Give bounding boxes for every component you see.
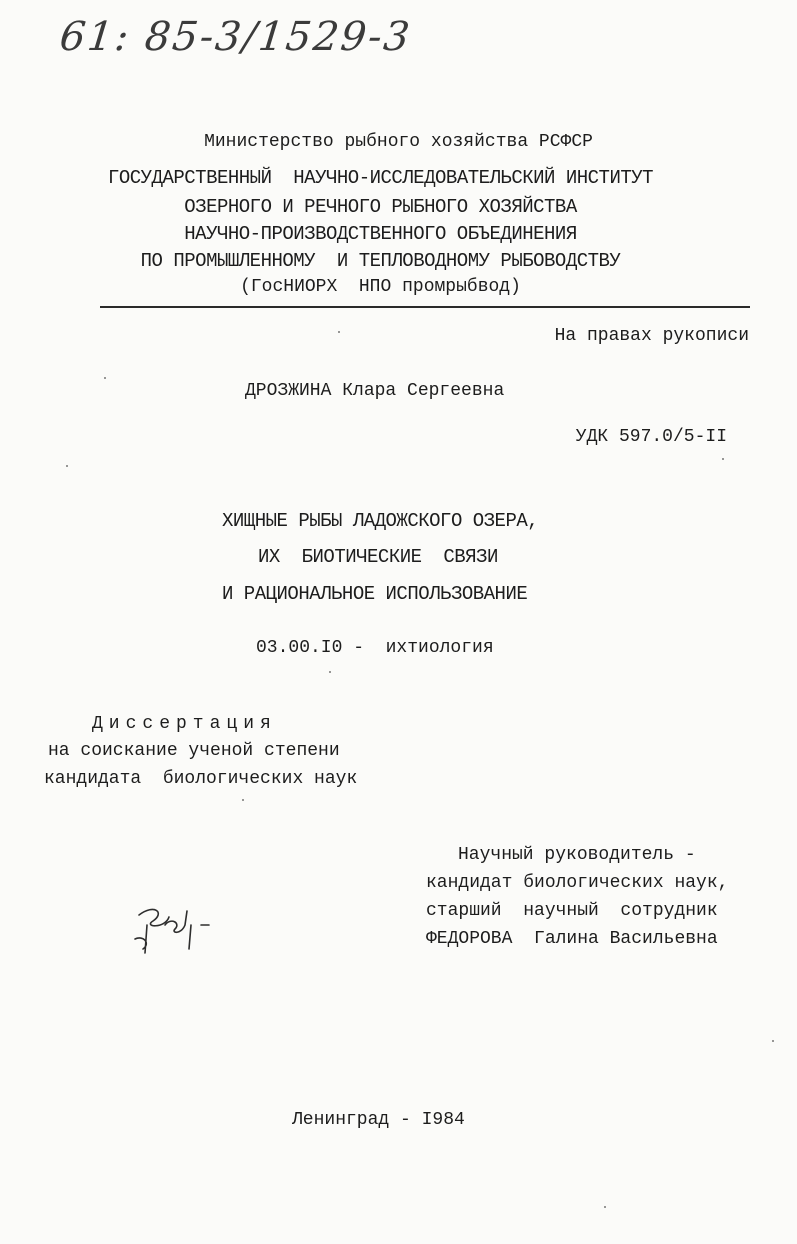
scan-speck [604, 1206, 606, 1208]
thesis-type-line-2: на соискание ученой степени [48, 741, 340, 761]
handwritten-signature [125, 895, 225, 965]
supervisor-label: Научный руководитель - [458, 845, 696, 865]
header-divider [100, 306, 750, 308]
scan-speck [772, 1040, 774, 1042]
ministry-line: Министерство рыбного хозяйства РСФСР [204, 132, 593, 152]
institute-line-4: ПО ПРОМЫШЛЕННОМУ И ТЕПЛОВОДНОМУ РЫБОВОДСТВУ [140, 250, 621, 272]
scan-speck [66, 465, 68, 467]
thesis-type-heading: Диссертация [92, 714, 277, 734]
supervisor-position: старший научный сотрудник [426, 901, 718, 921]
institute-line-1: ГОСУДАРСТВЕННЫЙ НАУЧНО-ИССЛЕДОВАТЕЛЬСКИЙ ИНСТИТУТ [107, 167, 654, 189]
institute-abbreviation: (ГосНИОРХ НПО промрыбвод) [240, 277, 521, 297]
scan-speck [329, 671, 331, 673]
scan-speck [104, 377, 106, 379]
institute-line-2: ОЗЕРНОГО И РЕЧНОГО РЫБНОГО ХОЗЯЙСТВА [184, 196, 577, 218]
author-name: ДРОЗЖИНА Клара Сергеевна [245, 381, 505, 401]
title-line-1: ХИЩНЫЕ РЫБЫ ЛАДОЖСКОГО ОЗЕРА, [222, 510, 539, 532]
scan-speck [338, 331, 340, 333]
archive-mark: 61: 85-3/1529-3 [57, 14, 414, 60]
title-line-3: И РАЦИОНАЛЬНОЕ ИСПОЛЬЗОВАНИЕ [222, 583, 528, 605]
udk-code: УДК 597.0/5-II [575, 427, 727, 447]
supervisor-name: ФЕДОРОВА Галина Васильевна [426, 929, 718, 949]
specialty-code: 03.00.I0 - ихтиология [256, 638, 494, 658]
supervisor-degree: кандидат биологических наук, [426, 873, 729, 893]
scan-speck [722, 458, 724, 460]
title-line-2: ИХ БИОТИЧЕСКИЕ СВЯЗИ [258, 546, 498, 568]
institute-line-3: НАУЧНО-ПРОИЗВОДСТВЕННОГО ОБЪЕДИНЕНИЯ [184, 223, 577, 245]
footer-city-year: Ленинград - I984 [292, 1110, 465, 1130]
manuscript-note: На правах рукописи [554, 326, 749, 346]
scan-speck [242, 799, 244, 801]
thesis-type-line-3: кандидата биологических наук [44, 769, 358, 789]
